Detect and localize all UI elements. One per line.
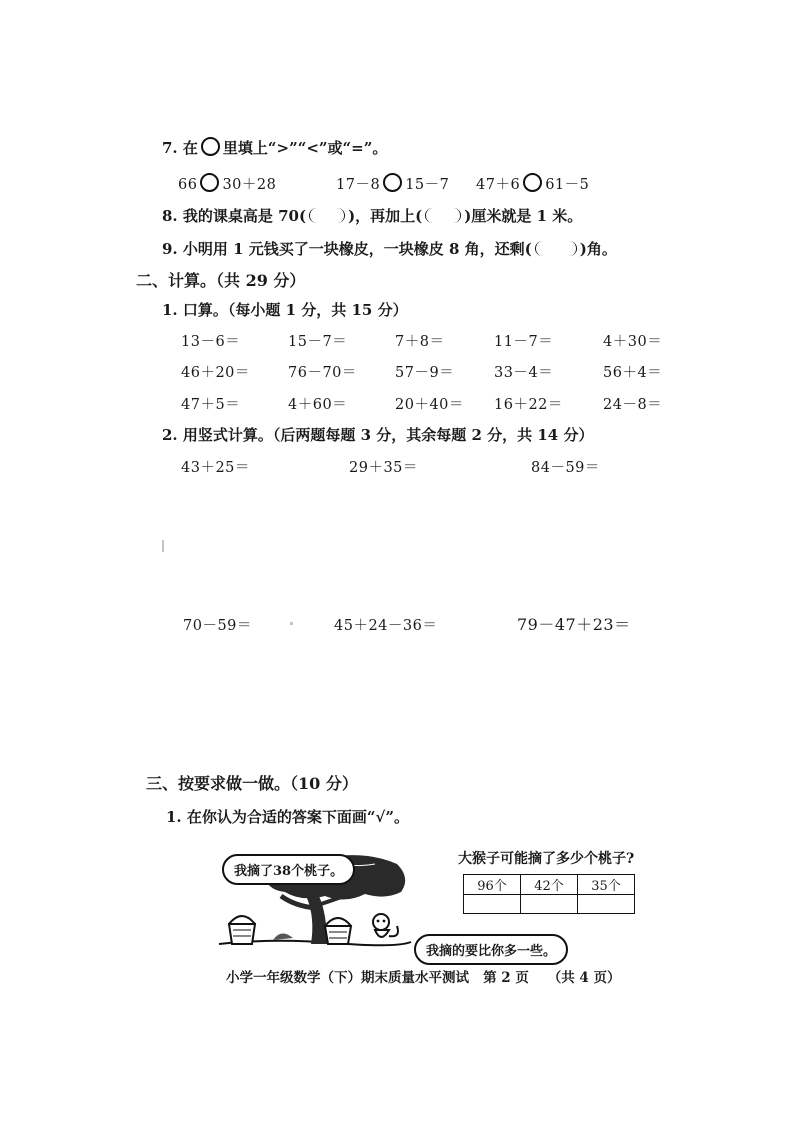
oral-item: 4＋60＝ [288,397,348,413]
question-8 [162,205,582,226]
vertical-item: 70－59＝ [183,618,252,634]
oral-item: 11－7＝ [494,334,554,350]
speech-bubble-right: 我摘的要比你多一些。 [414,934,568,965]
question-9-part1: 9. 小明用 1 元钱买了一块橡皮，一块橡皮 8 角，还剩( [162,240,532,258]
question-3-1: 1. 在你认为合适的答案下面画“√”。 [166,808,409,826]
compare-right: 61－5 [545,177,590,193]
answer-blank[interactable] [535,241,577,256]
option-42: 42个 [521,875,578,895]
oral-item: 4＋30＝ [603,334,663,350]
oral-item: 57－9＝ [395,365,455,381]
compare-left: 66 [178,177,198,193]
answer-blank[interactable] [425,208,461,223]
vertical-calc-title: 2. 用竖式计算。（后两题每题 3 分，其余每题 2 分，共 14 分） [162,426,594,444]
check-cell[interactable] [464,895,521,914]
compare-right: 30＋28 [222,177,277,193]
vertical-item: 79－47＋23＝ [517,615,631,634]
compare-item-3 [476,173,589,194]
oral-calc-title: 1. 口算。（每小题 1 分，共 15 分） [162,301,408,319]
page-footer: 小学一年级数学（下）期末质量水平测试 第 2 页 （共 4 页） [226,970,621,986]
speech-bubble-left: 我摘了38个桃子。 [222,854,355,885]
question-7-text-after: 里填上“>”“<”或“=”。 [222,139,388,157]
scan-mark [290,622,293,625]
compare-item-1 [178,173,276,194]
option-35: 35个 [578,875,635,895]
question-8-part2: )，再加上( [348,207,423,225]
answer-table [463,874,635,914]
question-8-part3: )厘米就是 1 米。 [464,207,583,225]
answer-checkmark-row [464,895,635,914]
picture-question: 大猴子可能摘了多少个桃子? [458,851,635,867]
oral-item: 20＋40＝ [395,397,464,413]
oral-item: 33－4＝ [494,365,554,381]
oral-item: 24－8＝ [603,397,663,413]
compare-left: 47＋6 [476,177,521,193]
question-7-text-before: 7. 在 [162,139,198,157]
question-9 [162,238,617,259]
blank-circle-icon [201,137,220,156]
check-cell[interactable] [578,895,635,914]
oral-item: 56＋4＝ [603,365,663,381]
oral-item: 46＋20＝ [181,365,250,381]
answer-options-row [464,875,635,895]
vertical-item: 43＋25＝ [181,460,250,476]
option-96: 96个 [464,875,521,895]
compare-circle-input[interactable] [200,173,219,192]
section-2-title: 二、计算。（共 29 分） [136,271,306,290]
oral-item: 13－6＝ [181,334,241,350]
question-9-part2: )角。 [579,240,617,258]
question-8-part1: 8. 我的课桌高是 70( [162,207,307,225]
compare-circle-input[interactable] [383,173,402,192]
oral-item: 7＋8＝ [395,334,445,350]
answer-blank[interactable] [309,208,345,223]
check-cell[interactable] [521,895,578,914]
scan-mark [162,540,164,552]
vertical-item: 29＋35＝ [349,460,418,476]
section-3-title: 三、按要求做一做。（10 分） [146,774,358,793]
question-7 [162,137,387,158]
compare-left: 17－8 [336,177,381,193]
oral-item: 47＋5＝ [181,397,241,413]
compare-right: 15－7 [405,177,450,193]
oral-item: 15－7＝ [288,334,348,350]
compare-circle-input[interactable] [523,173,542,192]
compare-item-2 [336,173,449,194]
vertical-item: 45＋24－36＝ [334,618,438,634]
oral-item: 16＋22＝ [494,397,563,413]
oral-item: 76－70＝ [288,365,357,381]
vertical-item: 84－59＝ [531,460,600,476]
